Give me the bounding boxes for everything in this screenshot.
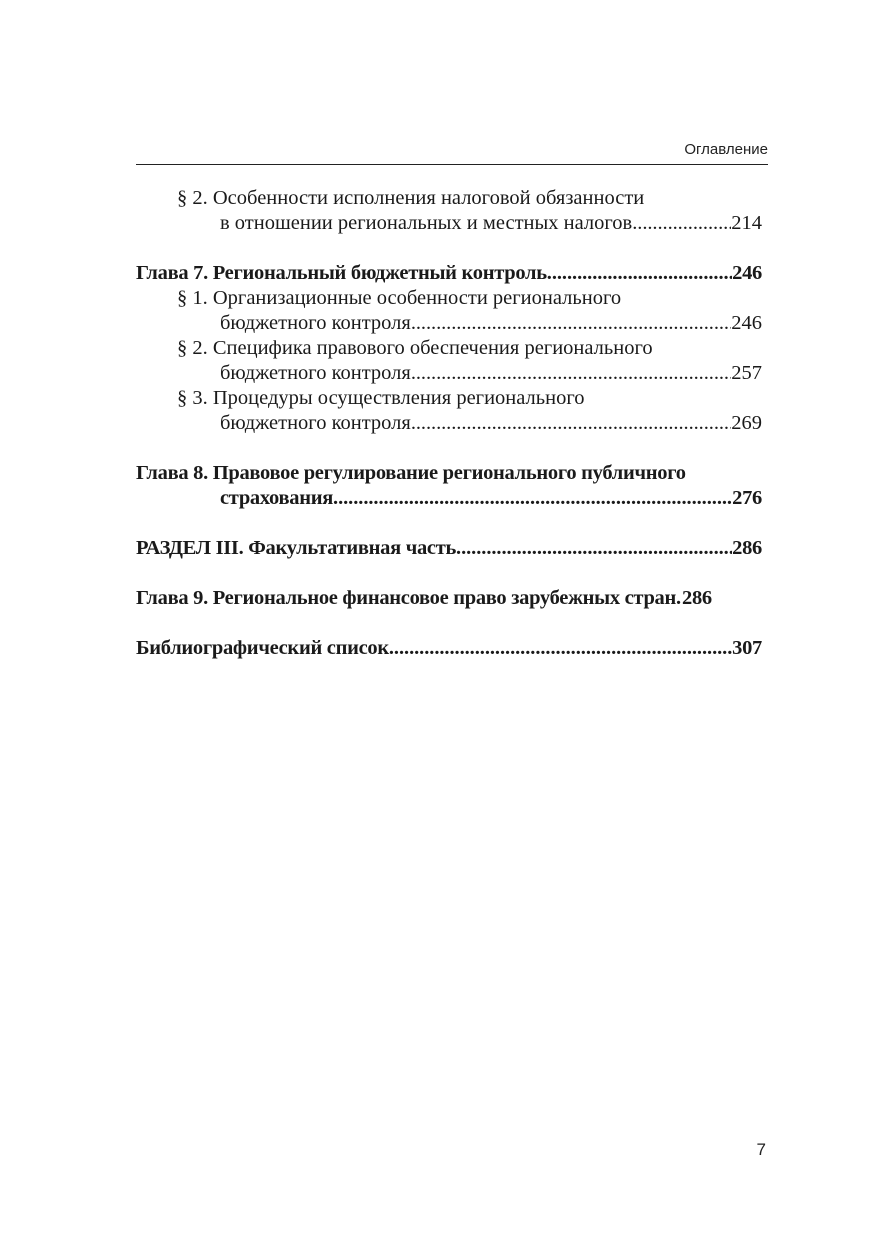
- dot-leader: [547, 261, 732, 286]
- toc-entry-ch9: [136, 586, 762, 611]
- toc-entry-title: бюджетного контроля: [220, 362, 411, 384]
- toc-entry-title: § 2. Специфика правового обеспечения регионального: [177, 337, 653, 359]
- dot-leader: [456, 536, 732, 561]
- toc-entry-ch7-s2-cont: [136, 361, 762, 386]
- toc-entry-ch7-s2: [136, 336, 762, 361]
- toc-entry-ch7-s1-cont: [136, 311, 762, 336]
- toc-page-number: 246: [731, 312, 762, 334]
- toc-entry-title: страхования: [220, 487, 334, 509]
- toc-entry-ch7-s3: [136, 386, 762, 411]
- toc-entry-ch8-cont: [136, 486, 762, 511]
- toc-page-number: 269: [731, 412, 762, 434]
- toc-entry-ch7: [136, 261, 762, 286]
- toc-page-number: 214: [731, 212, 762, 234]
- toc-entry-bibliography: [136, 636, 762, 661]
- toc-entry-title: в отношении региональных и местных налогов: [220, 212, 633, 234]
- toc-entry-title: бюджетного контроля: [220, 412, 411, 434]
- toc-entry-s2-cont: [136, 211, 762, 236]
- dot-leader: [333, 486, 732, 511]
- page-number: 7: [756, 1140, 766, 1159]
- toc-entry-ch8: [136, 461, 762, 486]
- toc-entry-ch7-s3-cont: [136, 411, 762, 436]
- toc-entry-title: Глава 9. Региональное финансовое право зарубежных стран: [136, 587, 677, 609]
- toc-entry-title: § 2. Особенности исполнения налоговой обязанности: [177, 187, 645, 209]
- toc-page-number: 307: [732, 637, 762, 659]
- toc-entry-ch7-s1: [136, 286, 762, 311]
- toc-entry-title: § 3. Процедуры осуществления регионального: [177, 387, 585, 409]
- toc-page-number: 286: [682, 587, 712, 609]
- dot-leader: [632, 211, 731, 236]
- toc-entry-title: Глава 8. Правовое регулирование регионального публичного: [136, 462, 686, 484]
- header-rule: [136, 164, 768, 165]
- toc-entry-title: РАЗДЕЛ III. Факультативная часть: [136, 537, 457, 559]
- toc-entry-title: Библиографический список: [136, 637, 389, 659]
- toc-entry-title: § 1. Организационные особенности регионального: [177, 287, 622, 309]
- table-of-contents: [136, 186, 762, 661]
- toc-page-number: 257: [731, 362, 762, 384]
- toc-entry-title: бюджетного контроля: [220, 312, 411, 334]
- dot-leader: [411, 411, 731, 436]
- dot-leader: [389, 636, 732, 661]
- toc-page-number: 286: [732, 537, 762, 559]
- toc-entry-title: Глава 7. Региональный бюджетный контроль: [136, 262, 547, 284]
- toc-entry-s2: [136, 186, 762, 211]
- toc-entry-part3: [136, 536, 762, 561]
- toc-page-number: 246: [732, 262, 762, 284]
- dot-leader: [411, 311, 731, 336]
- running-head: Оглавление: [684, 141, 768, 158]
- dot-leader: [411, 361, 731, 386]
- toc-page-number: 276: [732, 487, 762, 509]
